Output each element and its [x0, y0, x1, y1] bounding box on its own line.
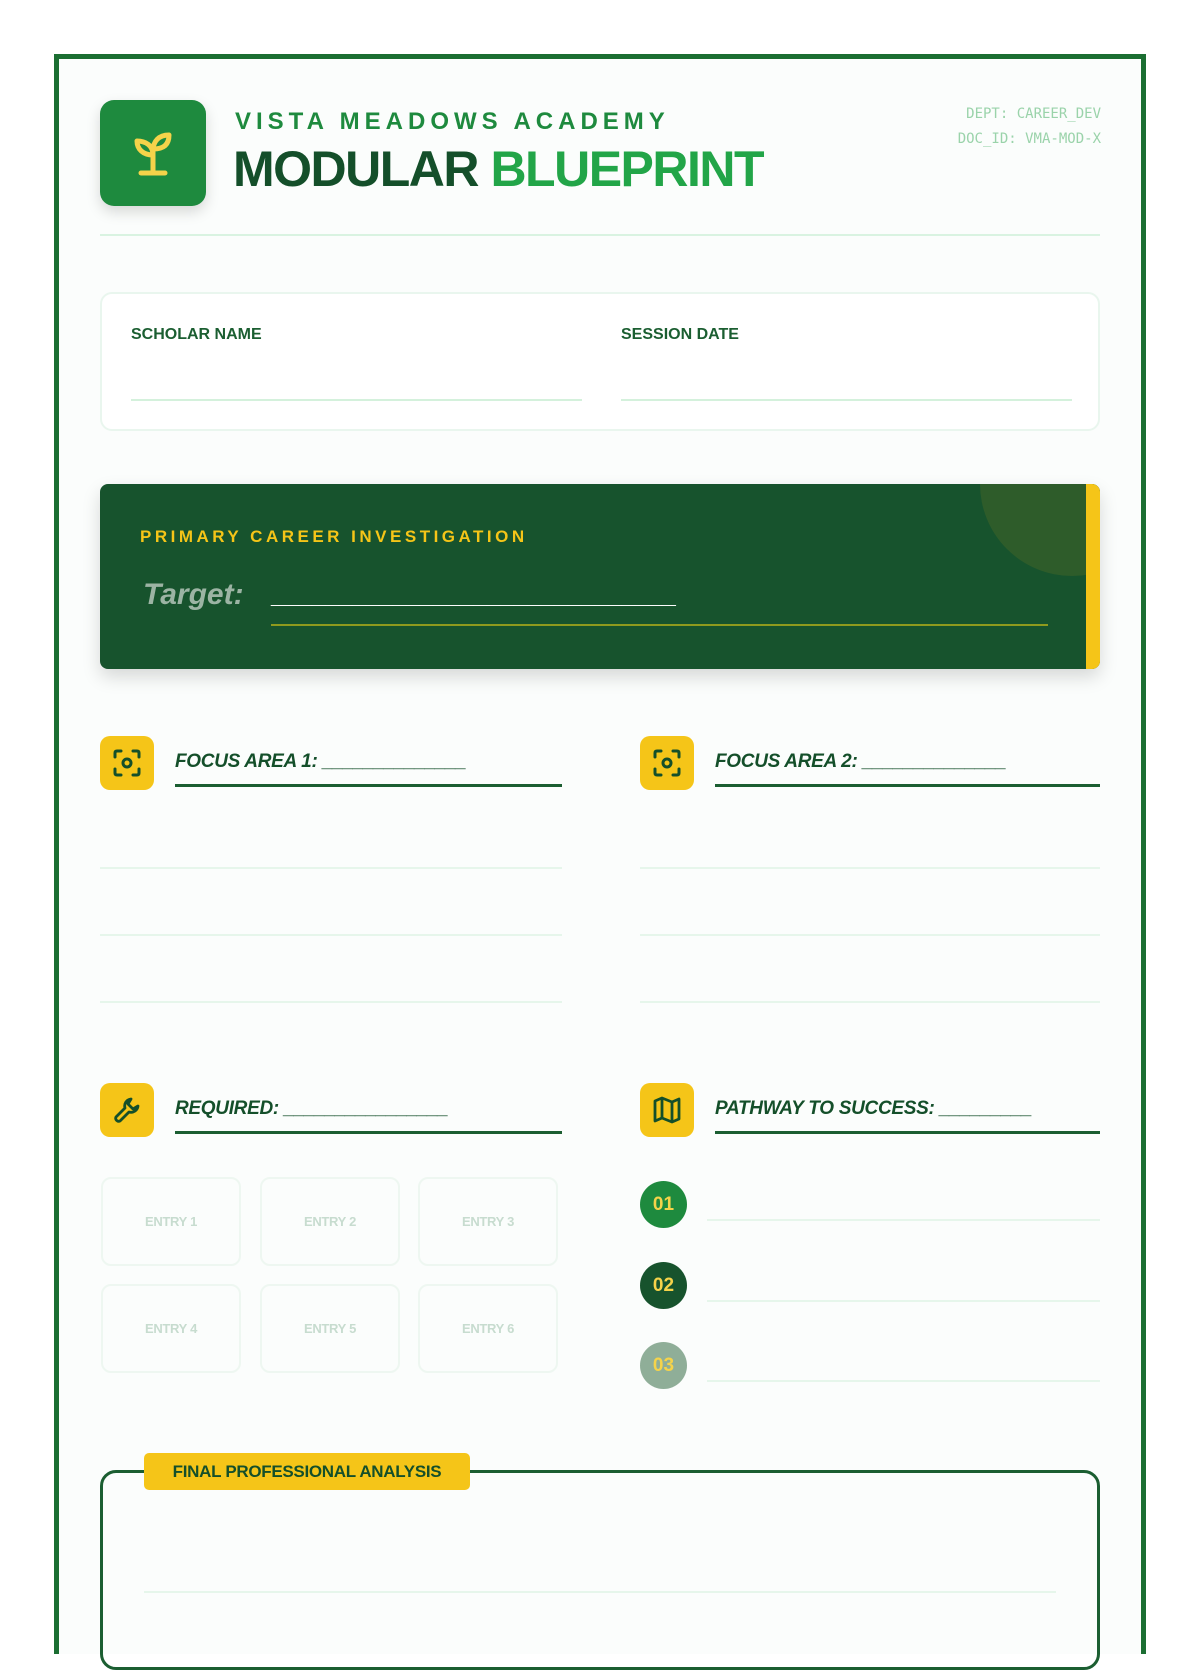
info-card: [100, 292, 1100, 431]
focus-area-1-line[interactable]: [100, 1001, 562, 1003]
pathway-heading: PATHWAY TO SUCCESS: _________: [715, 1098, 1032, 1119]
title-accent: BLUEPRINT: [490, 141, 764, 197]
doc-id: DOC_ID: VMA-MOD-X: [957, 131, 1101, 147]
academy-name: VISTA MEADOWS ACADEMY: [235, 108, 670, 135]
final-analysis-tag: FINAL PROFESSIONAL ANALYSIS: [144, 1453, 470, 1490]
career-banner: [100, 484, 1100, 669]
header-divider: [100, 234, 1100, 236]
scholar-name-label: SCHOLAR NAME: [131, 326, 262, 343]
focus-area-1-line[interactable]: [100, 934, 562, 936]
map-icon: [651, 1094, 683, 1126]
page-title: [233, 140, 763, 198]
target-field[interactable]: [271, 624, 1048, 626]
focus-area-2-icon-box: [640, 736, 694, 790]
entry-box[interactable]: ENTRY 6: [418, 1284, 558, 1373]
focus-area-1-underline: [175, 784, 562, 787]
step-line[interactable]: [707, 1300, 1100, 1302]
session-date-label: SESSION DATE: [621, 326, 739, 343]
final-analysis-box: [100, 1470, 1100, 1670]
step-number: 01: [640, 1181, 687, 1228]
focus-area-2-underline: [715, 784, 1100, 787]
focus-area-1-icon-box: [100, 736, 154, 790]
target-label: Target:: [143, 578, 244, 611]
focus-area-1-line[interactable]: [100, 867, 562, 869]
step-line[interactable]: [707, 1219, 1100, 1221]
entry-box[interactable]: ENTRY 4: [101, 1284, 241, 1373]
focus-icon: [651, 747, 683, 779]
step-number: 02: [640, 1262, 687, 1309]
entry-box[interactable]: ENTRY 3: [418, 1177, 558, 1266]
logo: [100, 100, 206, 206]
required-icon-box: [100, 1083, 154, 1137]
entry-box[interactable]: ENTRY 1: [101, 1177, 241, 1266]
target-blank: ______________________________: [271, 579, 675, 609]
focus-area-2-heading: FOCUS AREA 2: ______________: [715, 751, 1007, 772]
scholar-name-field[interactable]: [131, 399, 582, 401]
focus-area-1-heading: FOCUS AREA 1: ______________: [175, 751, 467, 772]
banner-kicker: PRIMARY CAREER INVESTIGATION: [140, 527, 528, 546]
focus-area-2-line[interactable]: [640, 867, 1100, 869]
entry-box[interactable]: ENTRY 5: [260, 1284, 400, 1373]
doc-meta: [958, 102, 1101, 152]
pathway-icon-box: [640, 1083, 694, 1137]
required-heading: REQUIRED: ________________: [175, 1098, 449, 1119]
pathway-underline: [715, 1131, 1100, 1134]
banner-decoration: [980, 484, 1100, 576]
step-number: 03: [640, 1342, 687, 1389]
session-date-field[interactable]: [621, 399, 1072, 401]
entry-box[interactable]: ENTRY 2: [260, 1177, 400, 1266]
final-analysis-line[interactable]: [144, 1591, 1056, 1593]
focus-icon: [111, 747, 143, 779]
focus-area-2-line[interactable]: [640, 1001, 1100, 1003]
wrench-icon: [111, 1094, 143, 1126]
focus-area-2-line[interactable]: [640, 934, 1100, 936]
title-main: MODULAR: [233, 141, 479, 197]
dept-code: DEPT: CAREER_DEV: [966, 106, 1101, 122]
required-underline: [175, 1131, 562, 1134]
step-line[interactable]: [707, 1380, 1100, 1382]
banner-accent-strip: [1086, 484, 1100, 669]
sprout-icon: [125, 125, 181, 181]
